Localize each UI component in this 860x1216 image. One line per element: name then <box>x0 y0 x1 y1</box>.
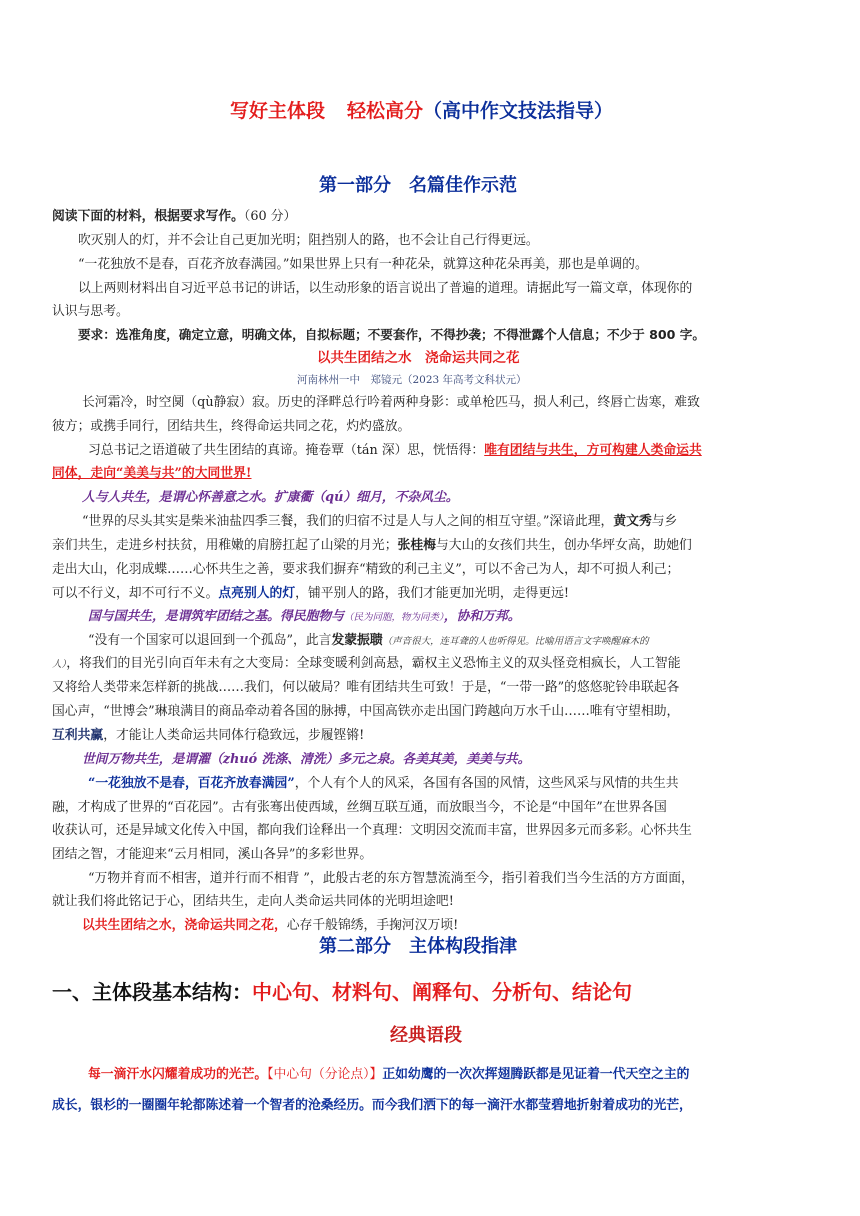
prompt-p3a: 以上两则材料出自习近平总书记的讲话，以生动形象的语言说出了普遍的道理。请据此写一篇文章，体现你的 <box>78 281 693 296</box>
essay-p3d <box>52 582 569 606</box>
essay-p1b: 彼方；或携手同行，团结共生，终得命运共同之花，灼灼盛放。 <box>52 419 411 434</box>
essay-p4d: 国心声，“世博会”琳琅满目的商品牵动着各国的脉搏，中国高铁亦走出国门跨越向万水千山……唯有守望相助， <box>52 704 680 719</box>
classic-central-sentence: 每一滴汗水闪耀着成功的光芒。 <box>88 1067 268 1082</box>
essay-p4b-text: ，将我们的目光引向百年未有之大变局：全球变暖利剑高悬，霸权主义恐怖主义的双头怪竞相疯长，人工智能 <box>66 656 681 671</box>
prompt-requirement: 要求：选准角度，确定立意，明确文体，自拟标题；不要套作，不得抄袭；不得泄露个人信息；不少于 800 字。 <box>78 327 705 342</box>
essay-p3b-text: 亲们共生，走进乡村扶贫，用稚嫩的肩膀扛起了山梁的月光； <box>52 538 398 553</box>
structure-items: 中心句、材料句、阐释句、分析句、结论句 <box>252 980 632 1004</box>
essay-p3d-text: 可以不行义，却不可行不义。 <box>52 586 219 601</box>
essay-name-zhangguimei: 张桂梅 <box>397 538 436 553</box>
essay-name-huangwenxiu: 黄文秀 <box>613 514 652 529</box>
essay-p4e-text: ，才能让人类命运共同体行稳致远，步履铿锵! <box>103 728 365 743</box>
prompt-p3b: 认识与思考。 <box>52 304 129 319</box>
essay-idiom: 发蒙振聩 <box>331 633 383 648</box>
essay-subpoint2-end: ，协和万邦。 <box>443 609 521 624</box>
essay-subpoint1: 人与人共生，是谓心怀善意之水。扩康衢（qú）细月，不杂风尘。 <box>82 490 459 505</box>
prompt-score: （60 分） <box>243 209 297 224</box>
essay-thesis-part2: 同体，走向“美美与共”的大同世界! <box>52 466 252 481</box>
essay-conclusion-red: 以共生团结之水，浇命运共同之花， <box>82 918 287 933</box>
essay-subpoint2-text: 国与国共生，是谓筑牢团结之基。得民胞物与 <box>88 609 344 624</box>
title-part1: 写好主体段 <box>230 100 326 122</box>
essay-p5b: 融，才构成了世界的“百花园”。古有张骞出使西域，丝绸互联互通，而放眼当今，不论是“中国年”在世界各国 <box>52 800 667 815</box>
essay-p3c: 走出大山，化羽成蝶……心怀共生之善，要求我们摒弃“精致的利己主义”，可以不舍己为人，却不可损人利己； <box>52 562 680 577</box>
essay-p4b <box>52 652 681 677</box>
title-part2: 轻松高分 <box>347 100 424 122</box>
section2-heading: 第二部分 主体构段指津 <box>319 936 517 957</box>
essay-p3a <box>82 510 677 534</box>
essay-p3a-text: “世界的尽头其实是柴米油盐四季三餐，我们的归宿不过是人与人之间的相互守望。”深谙此理， <box>82 514 614 529</box>
classic-line1-text: 正如幼鹰的一次次挥翅腾跃都是见证着一代天空之主的 <box>382 1067 690 1082</box>
essay-subpoint2-note: （民为同胞，物为同类） <box>343 612 444 623</box>
prompt-p1: 吹灭别人的灯，并不会让自己更加光明；阻挡别人的路，也不会让自己行得更远。 <box>78 233 539 248</box>
essay-p4a-text: “没有一个国家可以退回到一个孤岛”，此言 <box>88 633 332 648</box>
essay-p6a: “万物并育而不相害，道并行而不相背 ”，此般古老的东方智慧流淌至今，指引着我们当今生活的方方面面， <box>88 871 694 886</box>
structure-prefix: 一、主体段基本结构： <box>52 980 252 1004</box>
essay-p3b-post: 与大山的女孩们共生，创办华坪女高，助她们 <box>435 538 692 553</box>
essay-author: 河南林州一中 郑镜元（2023 年高考文科状元） <box>297 374 527 386</box>
classic-heading: 经典语段 <box>390 1025 462 1046</box>
essay-quote-flowers: “一花独放不是春，百花齐放春满园” <box>88 776 295 791</box>
essay-p4e <box>52 724 364 748</box>
prompt-p2: “一花独放不是春，百花齐放春满园。”如果世界上只有一种花朵，就算这种花朵再美，那也是单调的。 <box>78 257 648 272</box>
essay-idiom-note-end: 人） <box>52 659 67 670</box>
essay-title: 以共生团结之水 浇命运共同之花 <box>317 350 520 366</box>
essay-p3b <box>52 534 692 558</box>
essay-p2a <box>88 439 702 463</box>
essay-subpoint2 <box>88 605 520 630</box>
classic-tag: 【中心句（分论点）】 <box>267 1067 383 1082</box>
essay-p3a-post: 与乡 <box>651 514 678 529</box>
prompt-lead <box>52 205 296 229</box>
essay-p1a: 长河霜冷，时空阒（qù静寂）寂。历史的泽畔总行吟着两种身影：或单枪匹马，损人利己，终唇亡齿寒，难致 <box>82 395 700 410</box>
essay-highlight-light: 点亮别人的灯 <box>218 586 296 601</box>
essay-idiom-note: （声音很大，连耳聋的人也听得见。比喻用语言文字唤醒麻木的 <box>382 636 649 647</box>
essay-conclusion-text: 心存千般锦绣，手掬河汉万顷! <box>286 918 459 933</box>
essay-p5d: 团结之智，才能迎来“云月相同，溪山各异”的多彩世界。 <box>52 847 373 862</box>
essay-thesis-part1: 唯有团结与共生，方可构建人类命运共 <box>484 443 702 458</box>
page-title <box>230 96 613 123</box>
essay-p4c: 又将给人类带来怎样新的挑战……我们，何以破局？唯有团结共生可致！于是，“一带一路”的悠悠驼铃串联起各 <box>52 680 680 695</box>
essay-highlight-winwin: 互利共赢 <box>52 728 104 743</box>
essay-subpoint3: 世间万物共生，是谓濯（zhuó 洗涤、清洗）多元之泉。各美其美，美美与共。 <box>82 752 531 767</box>
section1-heading: 第一部分 名篇佳作示范 <box>319 175 517 196</box>
essay-p4a <box>88 629 649 654</box>
classic-line1 <box>88 1063 689 1087</box>
essay-p5c: 收获认可，还是异域文化传入中国，都向我们诠释出一个真理：文明因交流而丰富，世界因多元而多彩。心怀共生 <box>52 823 692 838</box>
essay-p2a-text: 习总书记之语道破了共生团结的真谛。掩卷覃（tán 深）思，恍悟得： <box>88 443 485 458</box>
essay-p3d-post: ，铺平别人的路，我们才能更加光明，走得更远! <box>295 586 570 601</box>
structure-heading <box>52 976 632 1005</box>
classic-line2: 成长，银杉的一圈圈年轮都陈述着一个智者的沧桑经历。而今我们洒下的每一滴汗水都莹碧地折射着成功的光芒， <box>52 1098 692 1113</box>
essay-p5a <box>88 772 679 796</box>
essay-p6b: 就让我们将此铭记于心，团结共生，走向人类命运共同体的光明坦途吧! <box>52 894 454 909</box>
essay-p5a-text: ，个人有个人的风采，各国有各国的风情，这些风采与风情的共生共 <box>294 776 679 791</box>
title-part3: （高中作文技法指导） <box>423 100 614 122</box>
prompt-lead-text: 阅读下面的材料，根据要求写作。 <box>52 209 244 224</box>
